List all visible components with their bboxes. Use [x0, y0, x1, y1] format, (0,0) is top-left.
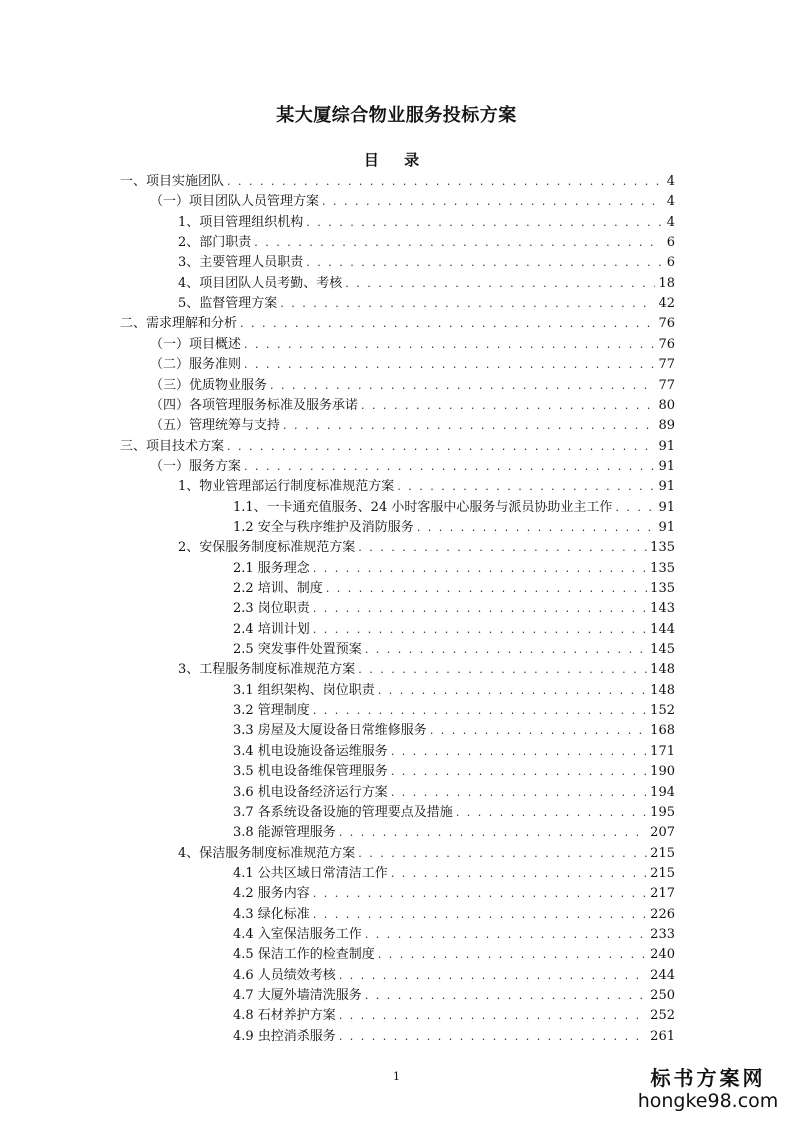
toc-leader-dots — [430, 721, 647, 741]
toc-heading: 目 录 — [363, 151, 430, 169]
toc-entry[interactable] — [233, 986, 675, 1006]
toc-entry-page: 240 — [650, 947, 675, 963]
toc-entry-page: 76 — [658, 316, 675, 332]
toc-entry[interactable] — [150, 416, 675, 436]
toc-entry-label: 4、保洁服务制度标准规范方案 — [178, 845, 356, 861]
toc-entry-label: 1、物业管理部运行制度标准规范方案 — [178, 479, 395, 495]
toc-leader-dots — [280, 294, 655, 314]
toc-entry-label: （一）项目团队人员管理方案 — [150, 194, 320, 210]
toc-entry-label: （三）优质物业服务 — [150, 377, 268, 393]
toc-entry[interactable] — [120, 437, 675, 457]
toc-entry-page: 4 — [666, 194, 675, 210]
toc-entry[interactable] — [233, 681, 675, 701]
toc-entry[interactable] — [233, 701, 675, 721]
toc-entry[interactable] — [178, 274, 675, 294]
toc-entry[interactable] — [233, 1027, 675, 1047]
toc-entry-page: 42 — [658, 296, 675, 312]
toc-entry-label: 3.2 管理制度 — [233, 703, 310, 719]
toc-entry[interactable] — [233, 783, 675, 803]
toc-entry-page: 91 — [658, 438, 675, 454]
toc-entry-label: 4.7 大厦外墙清洗服务 — [233, 988, 362, 1003]
toc-entry-page: 143 — [650, 601, 675, 617]
toc-leader-dots — [313, 620, 647, 640]
toc-entry[interactable] — [178, 294, 675, 314]
toc-entry[interactable] — [150, 192, 675, 212]
toc-entry-page: 77 — [658, 377, 675, 393]
toc-leader-dots — [313, 905, 647, 925]
toc-entry-label: 二、需求理解和分析 — [120, 316, 238, 332]
toc-entry-page: 135 — [650, 581, 675, 596]
toc-entry-page: 207 — [650, 825, 675, 841]
toc-entry[interactable] — [233, 1006, 675, 1026]
toc-entry[interactable] — [233, 599, 675, 619]
toc-leader-dots — [227, 437, 655, 457]
toc-entry-page: 89 — [658, 418, 675, 434]
toc-entry-page: 80 — [658, 397, 675, 413]
toc-leader-dots — [306, 213, 662, 233]
toc-leader-dots — [244, 355, 655, 375]
toc-entry-page: 4 — [666, 174, 675, 189]
toc-entry-label: 2.3 岗位职责 — [233, 601, 310, 617]
watermark-title: 标书方案网 — [650, 1066, 766, 1090]
toc-entry[interactable] — [233, 966, 675, 986]
toc-entry[interactable] — [150, 457, 675, 477]
toc-leader-dots — [244, 335, 655, 355]
toc-entry-page: 215 — [650, 865, 675, 881]
toc-leader-dots — [313, 559, 647, 579]
toc-entry-page: 226 — [650, 906, 675, 922]
toc-entry-label: 3.4 机电设施设备运维服务 — [233, 743, 388, 759]
toc-leader-dots — [397, 477, 655, 497]
toc-leader-dots — [615, 498, 655, 518]
toc-entry-page: 217 — [650, 886, 675, 902]
toc-leader-dots — [313, 599, 647, 619]
toc-entry[interactable] — [150, 396, 675, 416]
toc-leader-dots — [244, 457, 655, 477]
watermark-logo — [633, 1066, 783, 1112]
toc-entry[interactable] — [233, 518, 675, 538]
toc-entry[interactable] — [233, 742, 675, 762]
toc-leader-dots — [378, 945, 647, 965]
toc-entry[interactable] — [150, 355, 675, 375]
toc-entry-page: 168 — [650, 723, 675, 739]
toc-entry[interactable] — [178, 233, 675, 253]
toc-entry-label: 3、主要管理人员职责 — [178, 255, 304, 271]
toc-entry[interactable] — [120, 314, 675, 334]
toc-entry-page: 252 — [650, 1008, 675, 1024]
toc-leader-dots — [358, 844, 647, 864]
toc-leader-dots — [306, 253, 662, 273]
toc-entry-label: 4.5 保洁工作的检查制度 — [233, 947, 375, 963]
toc-entry[interactable] — [233, 945, 675, 965]
toc-entry-label: 4.6 人员绩效考核 — [233, 967, 336, 983]
toc-entry-label: 5、监督管理方案 — [178, 296, 278, 312]
toc-entry-label: （五）管理统筹与支持 — [150, 418, 281, 434]
toc-entry-page: 148 — [650, 682, 675, 698]
toc-entry-label: 3.8 能源管理服务 — [233, 825, 336, 841]
toc-entry[interactable] — [120, 172, 675, 192]
toc-leader-dots — [339, 823, 647, 843]
toc-entry-label: 1.1、一卡通充值服务、24 小时客服中心服务与派员协助业主工作 — [233, 499, 613, 515]
toc-entry-label: 2.2 培训、制度 — [233, 581, 323, 596]
toc-entry[interactable] — [233, 559, 675, 579]
toc-leader-dots — [313, 701, 647, 721]
toc-entry-label: 3.1 组织架构、岗位职责 — [233, 682, 375, 698]
toc-entry[interactable] — [233, 864, 675, 884]
toc-entry-label: （四）各项管理服务标准及服务承诺 — [150, 397, 359, 413]
toc-leader-dots — [270, 376, 655, 396]
toc-leader-dots — [391, 762, 647, 782]
toc-entry-label: 1.2 安全与秩序维护及消防服务 — [233, 519, 414, 535]
toc-entry-page: 171 — [650, 743, 675, 759]
toc-leader-dots — [378, 681, 647, 701]
toc-entry[interactable] — [233, 884, 675, 904]
toc-leader-dots — [326, 579, 647, 599]
toc-leader-dots — [339, 1027, 647, 1047]
toc-leader-dots — [361, 396, 655, 416]
toc-entry[interactable] — [233, 640, 675, 660]
toc-leader-dots — [417, 518, 656, 538]
toc-entry-page: 91 — [658, 458, 675, 474]
toc-entry-page: 76 — [658, 336, 675, 352]
toc-leader-dots — [322, 192, 662, 212]
toc-entry[interactable] — [233, 905, 675, 925]
toc-leader-dots — [391, 783, 647, 803]
toc-entry-page: 195 — [650, 804, 675, 820]
toc-entry-page: 18 — [658, 275, 675, 291]
toc-leader-dots — [240, 314, 655, 334]
toc-entry-page: 91 — [658, 499, 675, 515]
toc-entry-label: 3.5 机电设备维保管理服务 — [233, 764, 388, 780]
toc-entry-label: 3、工程服务制度标准规范方案 — [178, 662, 356, 678]
toc-entry[interactable] — [178, 844, 675, 864]
toc-entry[interactable] — [233, 579, 675, 599]
toc-entry-label: 3.6 机电设备经济运行方案 — [233, 784, 388, 800]
toc-entry-page: 91 — [658, 519, 675, 535]
toc-entry-page: 215 — [650, 845, 675, 861]
toc-entry[interactable] — [150, 335, 675, 355]
toc-entry[interactable] — [178, 253, 675, 273]
toc-leader-dots — [365, 925, 647, 945]
toc-entry-label: 2.5 突发事件处置预案 — [233, 642, 362, 658]
toc-leader-dots — [283, 416, 655, 436]
toc-entry-page: 190 — [650, 764, 675, 780]
toc-entry-page: 6 — [666, 255, 675, 271]
toc-leader-dots — [345, 274, 655, 294]
toc-entry[interactable] — [178, 538, 675, 558]
watermark-url: hongke98.com — [637, 1090, 779, 1112]
toc-entry[interactable] — [150, 376, 675, 396]
toc-leader-dots — [339, 966, 647, 986]
toc-entry-label: 3.7 各系统设备设施的管理要点及措施 — [233, 804, 453, 820]
toc-entry[interactable] — [233, 823, 675, 843]
page-number: 1 — [393, 1070, 400, 1083]
toc-leader-dots — [358, 660, 647, 680]
toc-entry-page: 4 — [666, 214, 675, 230]
toc-entry-label: 2.1 服务理念 — [233, 560, 310, 576]
toc-entry[interactable] — [233, 762, 675, 782]
toc-entry-label: （二）服务准则 — [150, 357, 242, 373]
toc-entry-label: 3.3 房屋及大厦设备日常维修服务 — [233, 723, 427, 739]
toc-entry-page: 233 — [650, 926, 675, 942]
toc-entry[interactable] — [178, 660, 675, 680]
toc-entry-label: 4、项目团队人员考勤、考核 — [178, 275, 343, 291]
toc-leader-dots — [365, 640, 647, 660]
toc-entry[interactable] — [178, 213, 675, 233]
toc-entry-page: 261 — [650, 1028, 675, 1044]
toc-entry-page: 135 — [650, 540, 675, 556]
toc-entry-page: 194 — [650, 784, 675, 800]
toc-leader-dots — [391, 742, 647, 762]
document-title: 某大厦综合物业服务投标方案 — [276, 105, 517, 126]
toc-entry-label: 4.1 公共区域日常清洁工作 — [233, 865, 388, 881]
toc-entry-page: 144 — [650, 621, 675, 637]
toc-leader-dots — [365, 986, 647, 1006]
toc-entry-label: 4.9 虫控消杀服务 — [233, 1028, 336, 1044]
toc-leader-dots — [358, 538, 647, 558]
toc-entry-label: 1、项目管理组织机构 — [178, 214, 304, 230]
toc-leader-dots — [254, 233, 662, 253]
toc-entry-page: 6 — [666, 235, 675, 251]
toc-leader-dots — [456, 803, 647, 823]
toc-entry-label: 4.8 石材养护方案 — [233, 1008, 336, 1024]
toc-entry-page: 91 — [658, 479, 675, 495]
toc-entry-label: （一）项目概述 — [150, 336, 242, 352]
toc-entry-page: 135 — [650, 560, 675, 576]
toc-entry-page: 152 — [650, 703, 675, 719]
toc-entry-label: 4.4 入室保洁服务工作 — [233, 926, 362, 942]
toc-entry[interactable] — [233, 721, 675, 741]
toc-entry-page: 77 — [658, 357, 675, 373]
toc-entry-label: 三、项目技术方案 — [120, 438, 225, 454]
toc-entry-page: 244 — [650, 967, 675, 983]
toc-entry[interactable] — [233, 925, 675, 945]
toc-leader-dots — [339, 1006, 647, 1026]
toc-entry-page: 250 — [650, 988, 675, 1003]
toc-entry-page: 145 — [650, 642, 675, 658]
toc-entry-label: 2、安保服务制度标准规范方案 — [178, 540, 356, 556]
toc-entry-page: 148 — [650, 662, 675, 678]
toc-leader-dots — [313, 884, 647, 904]
toc-entry[interactable] — [233, 803, 675, 823]
toc-entry-label: （一）服务方案 — [150, 458, 242, 474]
toc-entry[interactable] — [233, 498, 675, 518]
toc-entry-label: 4.3 绿化标准 — [233, 906, 310, 922]
toc-entry-label: 2、部门职责 — [178, 235, 252, 251]
toc-entry-label: 一、项目实施团队 — [120, 174, 225, 189]
toc-entry-label: 4.2 服务内容 — [233, 886, 310, 902]
toc-leader-dots — [227, 172, 662, 192]
toc-entry[interactable] — [178, 477, 675, 497]
toc-leader-dots — [391, 864, 647, 884]
toc-entry-label: 2.4 培训计划 — [233, 621, 310, 637]
toc-entry[interactable] — [233, 620, 675, 640]
